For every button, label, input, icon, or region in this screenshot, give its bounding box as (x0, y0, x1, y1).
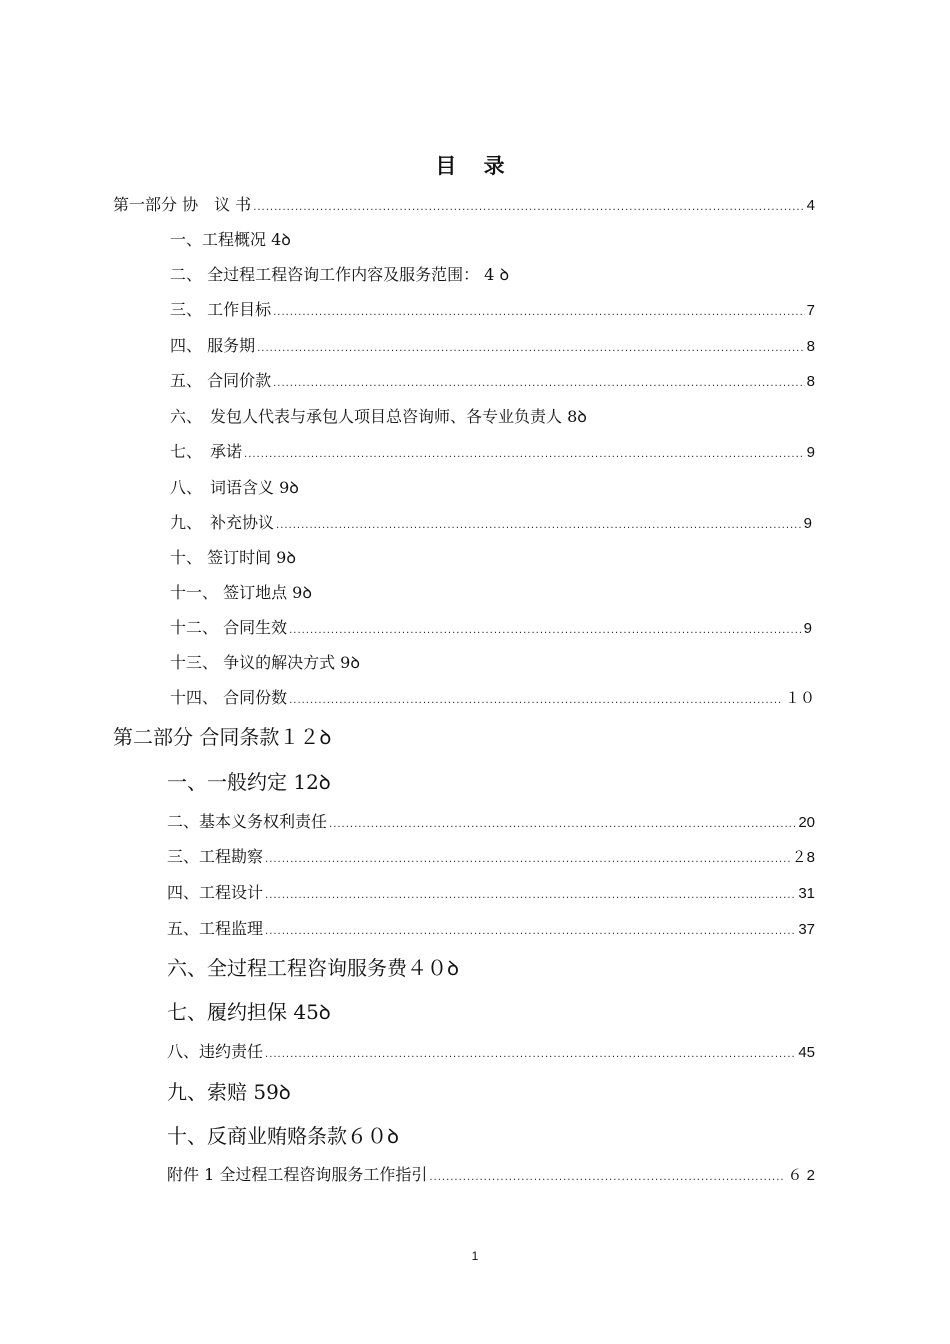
toc-entry-label: 第二部分 合同条款１２ꝺ (113, 725, 332, 749)
dot-leader (329, 813, 796, 837)
dot-leader (289, 689, 783, 713)
toc-entry-page: ２8 (791, 849, 815, 866)
toc-entry-page: 37 (798, 921, 815, 938)
toc-entry[interactable] (167, 1124, 399, 1148)
toc-entry-label: 十、反商业贿赂条款６０ꝺ (167, 1124, 399, 1148)
toc-entry-label: 一、一般约定 12ꝺ (167, 770, 331, 794)
toc-entry-label: 八、违约责任 (167, 1042, 264, 1061)
toc-entry[interactable] (167, 1040, 815, 1064)
toc-entry[interactable] (167, 810, 815, 834)
toc-entry-label: 一、工程概况 4ꝺ (170, 230, 291, 249)
toc-entry[interactable] (170, 616, 812, 640)
dot-leader (265, 884, 796, 908)
toc-entry-label: 八、 词语含义 9ꝺ (170, 478, 299, 497)
toc-entry-label: 三、工程勘察 (167, 847, 264, 866)
toc-entry-label: 二、 全过程工程咨询工作内容及服务范围： 4 ꝺ (170, 265, 510, 284)
toc-entry[interactable] (170, 440, 815, 464)
toc-entry[interactable] (170, 546, 296, 570)
dot-leader (289, 619, 802, 643)
toc-entry-page: ６ 2 (787, 1167, 815, 1184)
toc-entry[interactable] (167, 1080, 291, 1104)
toc-entry-label: 六、 发包人代表与承包人项目总咨询师、各专业负责人 8ꝺ (170, 407, 587, 426)
toc-entry-label: 三、 工作目标 (170, 300, 272, 319)
toc-entry[interactable] (167, 917, 815, 941)
toc-entry-page: １０ (784, 690, 815, 707)
toc-entry[interactable] (167, 1163, 815, 1187)
toc-entry[interactable] (167, 1000, 331, 1024)
toc-entry[interactable] (167, 770, 331, 794)
dot-leader (253, 196, 804, 220)
toc-entry[interactable] (170, 511, 812, 535)
toc-entry-page: 31 (798, 885, 815, 902)
toc-entry[interactable] (170, 476, 299, 500)
toc-entry[interactable] (170, 334, 815, 358)
toc-entry[interactable] (167, 881, 815, 905)
toc-entry-label: 九、索赔 59ꝺ (167, 1080, 291, 1104)
toc-entry-label: 七、履约担保 45ꝺ (167, 1000, 331, 1024)
toc-entry[interactable] (167, 845, 815, 869)
toc-entry[interactable] (170, 405, 587, 429)
dot-leader (273, 372, 805, 396)
toc-entry-page: 8 (806, 373, 815, 390)
dot-leader (276, 514, 802, 538)
toc-entry[interactable] (170, 228, 291, 252)
toc-entry-label: 六、全过程工程咨询服务费４０ꝺ (167, 956, 459, 980)
dot-leader (244, 443, 805, 467)
toc-entry-page: 45 (798, 1044, 815, 1061)
toc-entry-label: 十三、 争议的解决方式 9ꝺ (170, 653, 360, 672)
toc-entry-label: 四、工程设计 (167, 883, 264, 902)
toc-entry-label: 五、工程监理 (167, 919, 264, 938)
toc-entry-label: 九、 补充协议 (170, 513, 275, 532)
toc-entry[interactable] (170, 581, 312, 605)
toc-entry-label: 二、基本义务权利责任 (167, 812, 328, 831)
dot-leader (265, 1043, 796, 1067)
toc-entry-page: 9 (803, 620, 812, 637)
toc-entry[interactable] (170, 263, 509, 287)
toc-entry-page: 7 (806, 302, 815, 319)
toc-entry-page: 9 (806, 444, 815, 461)
dot-leader (257, 337, 805, 361)
dot-leader (265, 848, 790, 872)
toc-entry[interactable] (170, 686, 815, 710)
toc-part-heading[interactable] (113, 725, 331, 749)
toc-entry-label: 五、 合同价款 (170, 371, 272, 390)
toc-entry[interactable] (170, 298, 815, 322)
toc-entry-label: 十二、 合同生效 (170, 618, 288, 637)
toc-entry-page: 9 (803, 515, 812, 532)
toc-entry-page: 8 (806, 338, 815, 355)
toc-entry-label: 十四、 合同份数 (170, 688, 288, 707)
toc-entry[interactable] (170, 369, 815, 393)
dot-leader (273, 301, 805, 325)
toc-entry-page: 20 (798, 814, 815, 831)
toc-title: 目 录 (435, 153, 515, 178)
toc-entry-label: 第一部分 协 议 书 (113, 195, 252, 214)
dot-leader (265, 920, 796, 944)
toc-entry-page: 4 (806, 197, 815, 214)
page-number: 1 (471, 1249, 479, 1263)
toc-entry-label: 四、 服务期 (170, 336, 256, 355)
toc-entry-label: 七、 承诺 (170, 442, 243, 461)
toc-entry[interactable] (167, 956, 459, 980)
toc-entry[interactable] (170, 651, 360, 675)
toc-entry[interactable] (113, 193, 815, 217)
toc-entry-label: 十一、 签订地点 9ꝺ (170, 583, 312, 602)
dot-leader (429, 1166, 785, 1190)
toc-entry-label: 附件 1 全过程工程咨询服务工作指引 (167, 1165, 428, 1184)
toc-entry-label: 十、 签订时间 9ꝺ (170, 548, 296, 567)
